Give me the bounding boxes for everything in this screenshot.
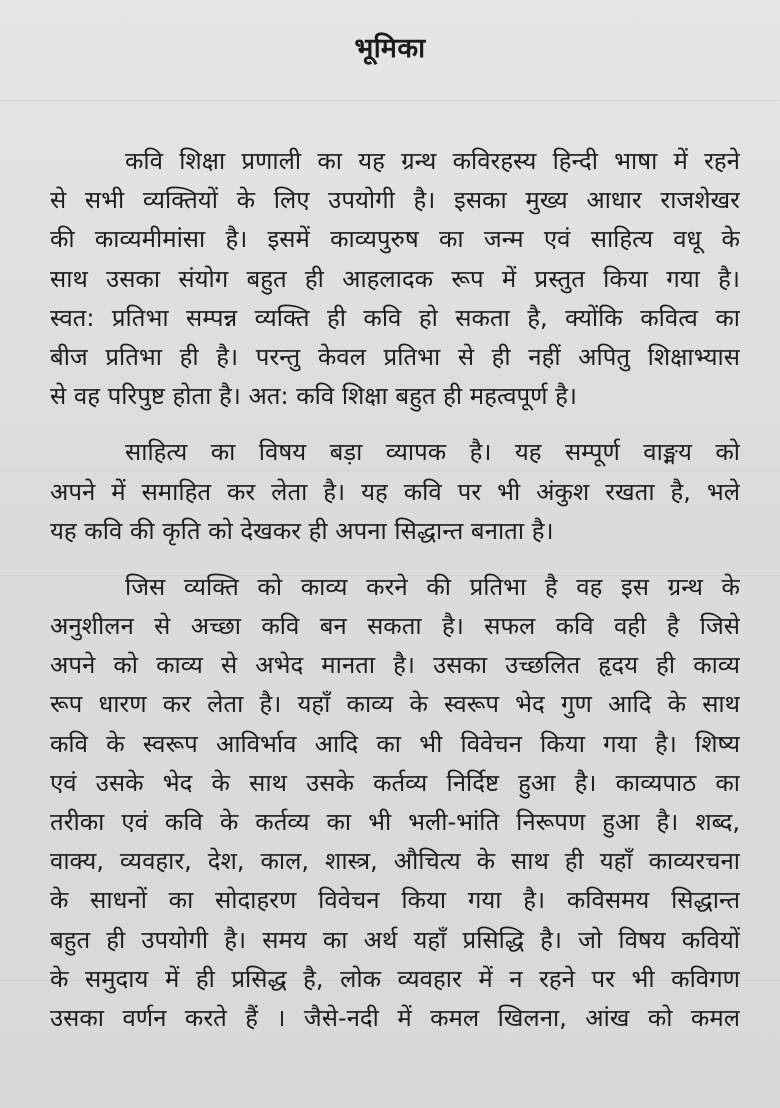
text-line: बीज प्रतिभा ही है। परन्तु केवल प्रतिभा से ही नहीं अपितु शिक्षाभ्यास — [50, 342, 740, 371]
page-title: भूमिका — [354, 33, 426, 64]
text-line: कवि शिक्षा प्रणाली का यह ग्रन्थ कविरहस्य हिन्दी भाषा में रहने — [125, 147, 740, 175]
paragraph — [50, 568, 740, 1038]
text-line: तरीका एवं कवि के कर्तव्य का भी भली-भांति निरूपण हुआ है। शब्द, — [50, 808, 740, 836]
paragraph — [50, 142, 740, 416]
text-line: रूप धारण कर लेता है। यहाँ काव्य के स्वरूप भेद गुण आदि के साथ — [50, 690, 740, 719]
text-line: यह कवि की कृति को देखकर ही अपना सिद्धान्त बनाता है। — [50, 516, 554, 545]
text-line: से सभी व्यक्तियों के लिए उपयोगी है। इसका मुख्य आधार राजशेखर — [50, 186, 740, 215]
text-line: स्वत: प्रतिभा सम्पन्न व्यक्ति ही कवि हो सकता है, क्योंकि कवित्व का — [50, 303, 740, 332]
text-line: एवं उसके भेद के साथ उसके कर्तव्य निर्दिष्ट हुआ है। काव्यपाठ का — [50, 768, 740, 797]
text-line: अपने में समाहित कर लेता है। यह कवि पर भी अंकुश रखता है, भले — [50, 477, 740, 506]
text-line: कवि के स्वरूप आविर्भाव आदि का भी विवेचन किया गया है। शिष्य — [50, 729, 740, 758]
text-line: के समुदाय में ही प्रसिद्ध है, लोक व्यवहार में न रहने पर भी कविगण — [50, 964, 740, 993]
show-through-text — [0, 100, 780, 115]
paragraph — [50, 433, 740, 551]
text-line: के साधनों का सोदाहरण विवेचन किया गया है। कविसमय सिद्धान्त — [50, 886, 740, 915]
text-line: साहित्य का विषय बड़ा व्यापक है। यह सम्पूर्ण वाङ्मय को — [125, 438, 740, 467]
text-line: से वह परिपुष्ट होता है। अत: कवि शिक्षा बहुत ही महत्वपूर्ण है। — [50, 382, 578, 411]
text-line: साथ उसका संयोग बहुत ही आहलादक रूप में प्रस्तुत किया गया है। — [50, 264, 740, 293]
text-line: अनुशीलन से अच्छा कवि बन सकता है। सफल कवि वही है जिसे — [50, 612, 740, 641]
text-line: जिस व्यक्ति को काव्य करने की प्रतिभा है वह इस ग्रन्थ के — [125, 572, 740, 601]
text-line: उसका वर्णन करते हैं । जैसे-नदी में कमल खिलना, आंख को कमल — [50, 1003, 740, 1032]
text-line: की काव्यमीमांसा है। इसमें काव्यपुरुष का जन्म एवं साहित्य वधू के — [50, 225, 740, 254]
text-line: अपने को काव्य से अभेद मानता है। उसका उच्छलित हृदय ही काव्य — [50, 651, 740, 680]
text-line: बहुत ही उपयोगी है। समय का अर्थ यहाँ प्रसिद्धि है। जो विषय कवियों — [50, 925, 740, 954]
body-text — [50, 142, 740, 1038]
text-line: वाक्य, व्यवहार, देश, काल, शास्त्र, औचित्य के साथ ही यहाँ काव्यरचना — [50, 847, 740, 876]
